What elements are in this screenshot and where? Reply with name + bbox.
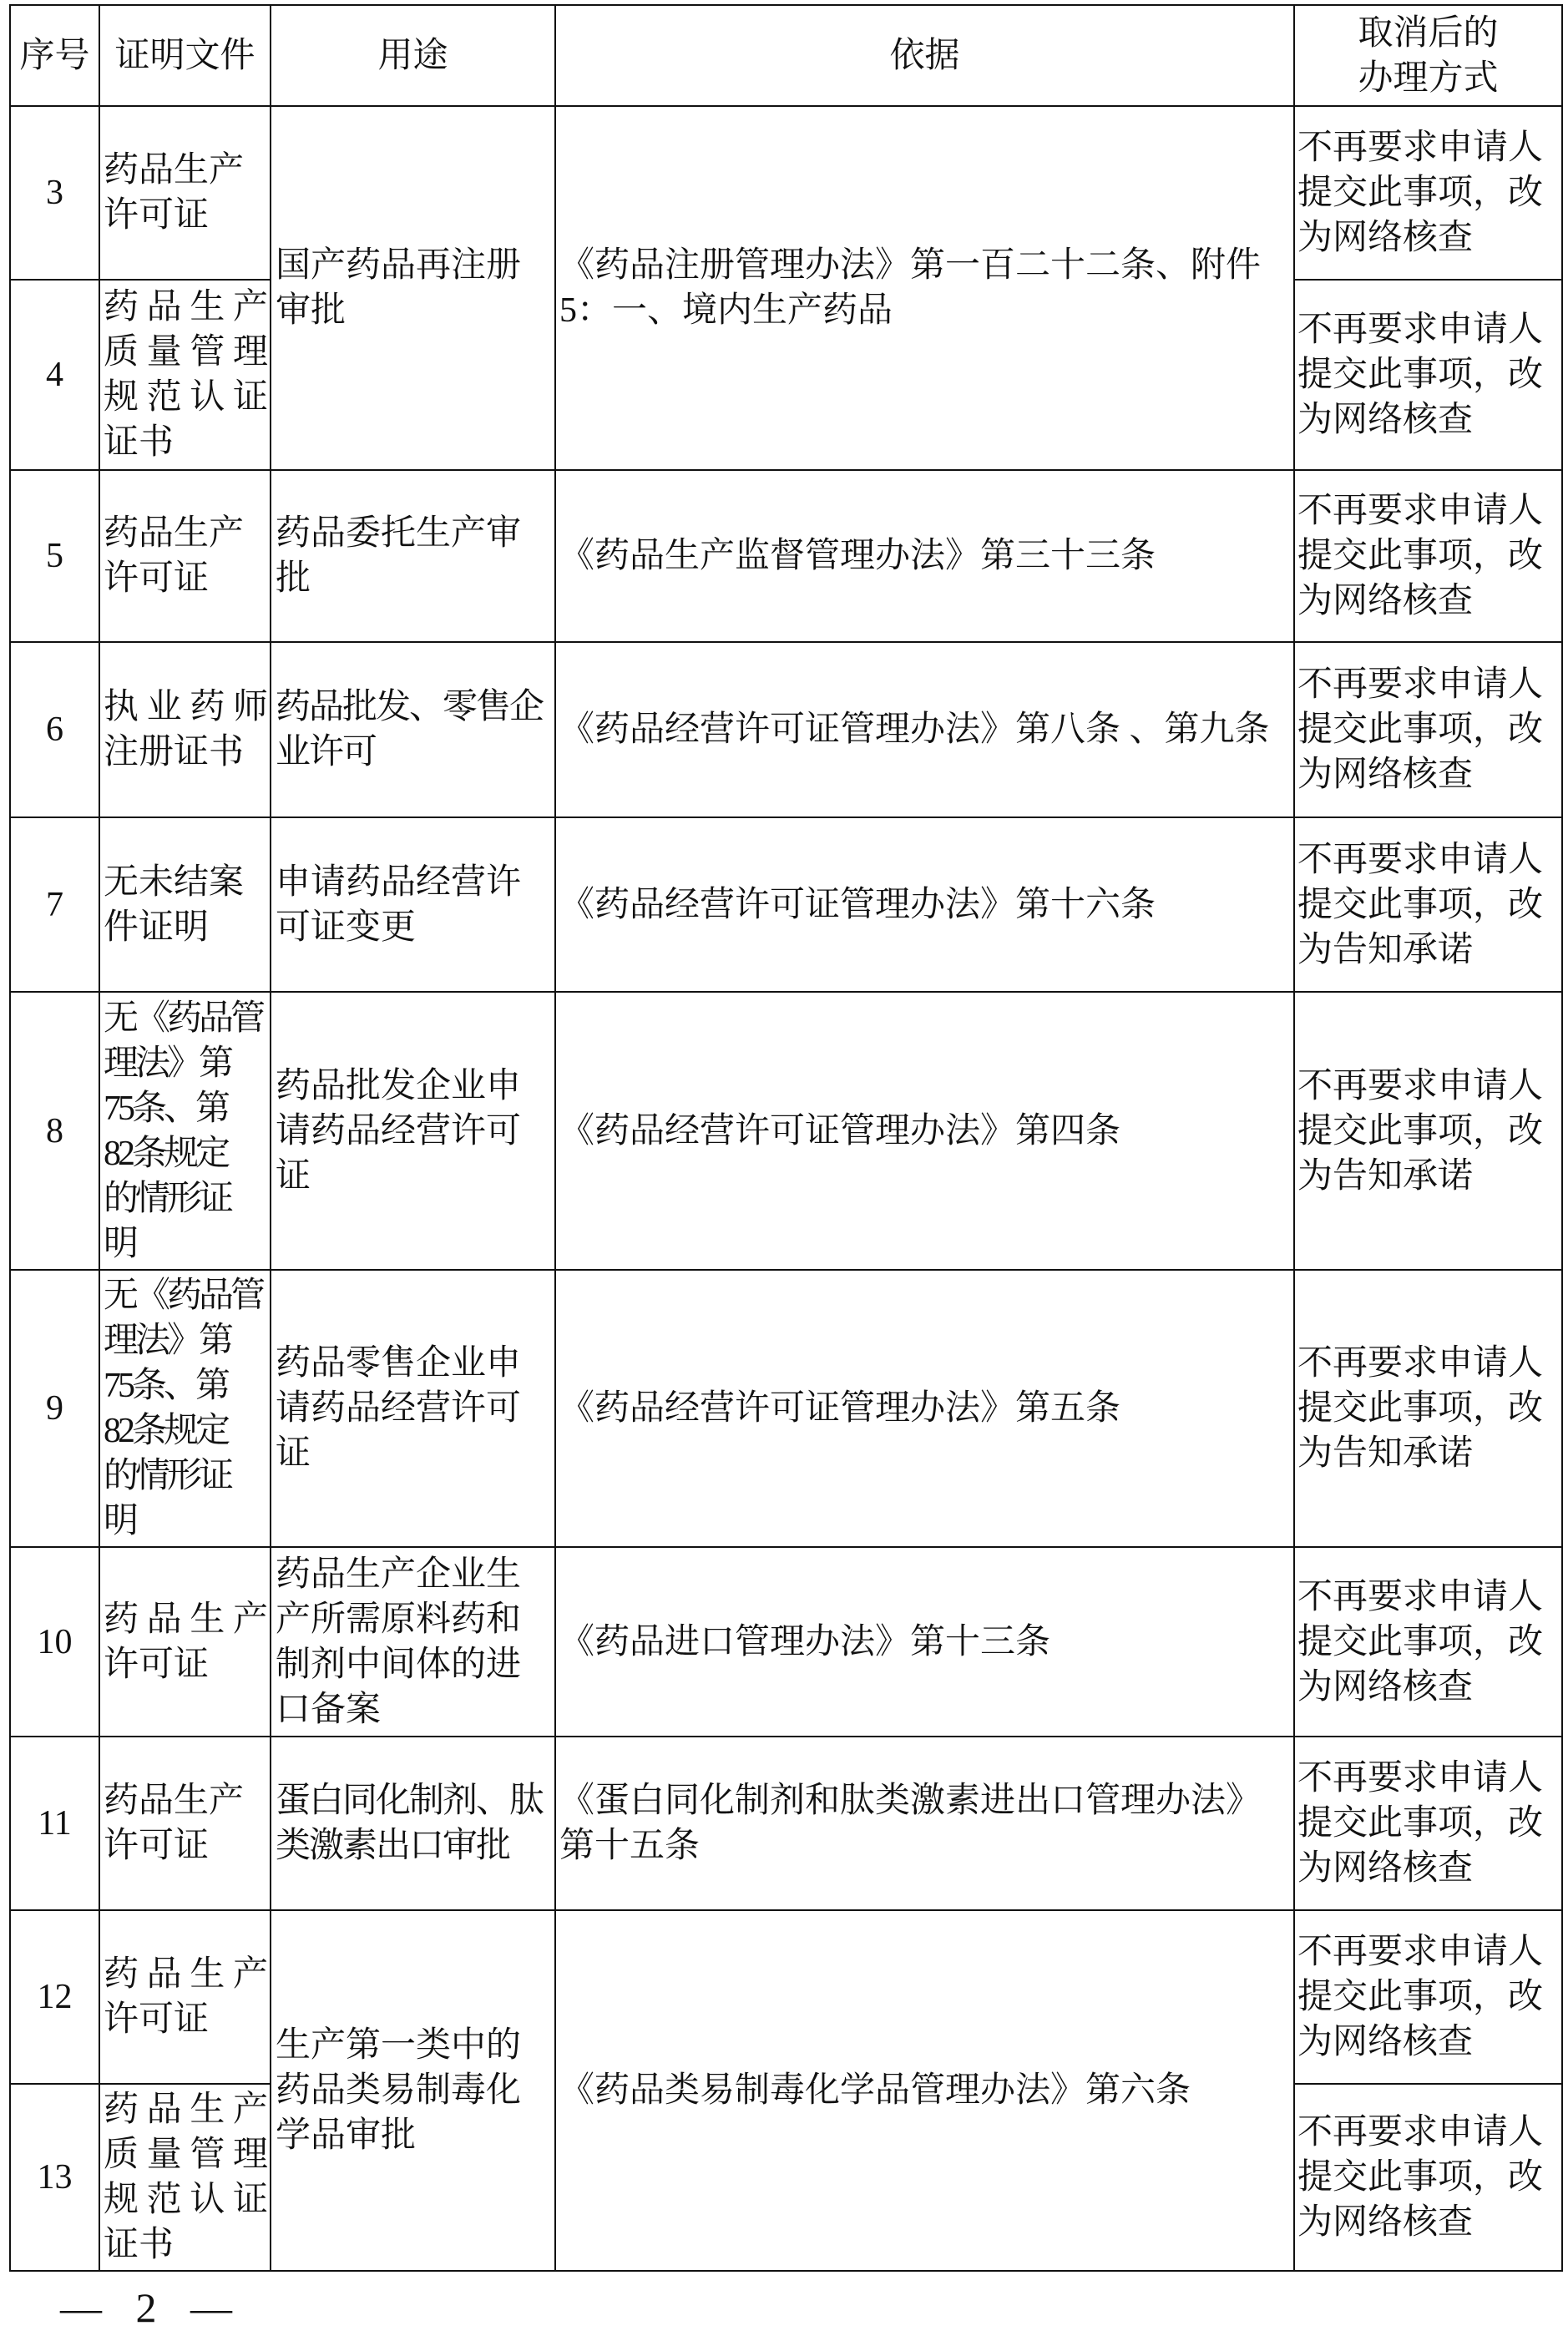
row-6-method: 不再要求申请人 提交此事项，改 为网络核查 — [1294, 642, 1562, 817]
row-11-method: 不再要求申请人 提交此事项，改 为网络核查 — [1294, 1737, 1562, 1910]
header-basis: 依据 — [555, 5, 1294, 106]
table-row — [10, 106, 1562, 280]
row-5-purpose: 药品委托生产审 批 — [271, 470, 555, 642]
header-method: 取消后的 办理方式 — [1294, 5, 1562, 106]
row-7-method: 不再要求申请人 提交此事项，改 为告知承诺 — [1294, 817, 1562, 992]
row-10-basis: 《药品进口管理办法》第十三条 — [555, 1547, 1294, 1737]
row-10-index: 10 — [10, 1547, 99, 1737]
row-8-certificate: 无《药品管 理法》第 75条、第 82条规定 的情形证 明 — [99, 992, 271, 1270]
row-5-certificate: 药品生产 许可证 — [99, 470, 271, 642]
row-6-certificate: 执业药师注册证书 — [99, 642, 271, 817]
row-3-purpose: 国产药品再注册 审批 — [271, 106, 555, 470]
row-13-index: 13 — [10, 2084, 99, 2271]
row-12-method: 不再要求申请人 提交此事项，改 为网络核查 — [1294, 1910, 1562, 2084]
table-row — [10, 817, 1562, 992]
row-7-purpose: 申请药品经营许 可证变更 — [271, 817, 555, 992]
table-row — [10, 1737, 1562, 1910]
row-12-certificate: 药品生产许可证 — [99, 1910, 271, 2084]
row-12-purpose: 生产第一类中的 药品类易制毒化 学品审批 — [271, 1910, 555, 2271]
table-row — [10, 1270, 1562, 1547]
row-4-certificate: 药品生产质量管理规范认证证书 — [99, 280, 271, 470]
table-row — [10, 470, 1562, 642]
certificate-table — [9, 4, 1563, 2272]
row-9-index: 9 — [10, 1270, 99, 1547]
row-12-index: 12 — [10, 1910, 99, 2084]
row-9-method: 不再要求申请人 提交此事项，改 为告知承诺 — [1294, 1270, 1562, 1547]
row-3-basis: 《药品注册管理办法》第一百二十二条、附件 5：一、境内生产药品 — [555, 106, 1294, 470]
page-number: — 2 — — [60, 2284, 232, 2331]
row-13-certificate: 药品生产质量管理规范认证证书 — [99, 2084, 271, 2271]
table-row — [10, 1910, 1562, 2084]
table-row — [10, 992, 1562, 1270]
row-11-basis: 《蛋白同化制剂和肽类激素进出口管理办法》 第十五条 — [555, 1737, 1294, 1910]
row-5-method: 不再要求申请人 提交此事项，改 为网络核查 — [1294, 470, 1562, 642]
row-11-index: 11 — [10, 1737, 99, 1910]
row-10-method: 不再要求申请人 提交此事项，改 为网络核查 — [1294, 1547, 1562, 1737]
table-header-row — [10, 5, 1562, 106]
row-11-purpose: 蛋白同化制剂、肽 类激素出口审批 — [271, 1737, 555, 1910]
row-8-index: 8 — [10, 992, 99, 1270]
row-9-certificate: 无《药品管 理法》第 75条、第 82条规定 的情形证 明 — [99, 1270, 271, 1547]
row-11-certificate: 药品生产 许可证 — [99, 1737, 271, 1910]
row-8-method: 不再要求申请人 提交此事项，改 为告知承诺 — [1294, 992, 1562, 1270]
header-index: 序号 — [10, 5, 99, 106]
row-12-basis: 《药品类易制毒化学品管理办法》第六条 — [555, 1910, 1294, 2271]
row-9-basis: 《药品经营许可证管理办法》第五条 — [555, 1270, 1294, 1547]
row-13-method: 不再要求申请人 提交此事项，改 为网络核查 — [1294, 2084, 1562, 2271]
header-certificate: 证明文件 — [99, 5, 271, 106]
row-3-index: 3 — [10, 106, 99, 280]
row-8-basis: 《药品经营许可证管理办法》第四条 — [555, 992, 1294, 1270]
row-6-purpose: 药品批发、零售企 业许可 — [271, 642, 555, 817]
row-9-purpose: 药品零售企业申 请药品经营许可 证 — [271, 1270, 555, 1547]
row-6-index: 6 — [10, 642, 99, 817]
row-7-basis: 《药品经营许可证管理办法》第十六条 — [555, 817, 1294, 992]
row-7-certificate: 无未结案 件证明 — [99, 817, 271, 992]
row-5-basis: 《药品生产监督管理办法》第三十三条 — [555, 470, 1294, 642]
row-8-purpose: 药品批发企业申 请药品经营许可 证 — [271, 992, 555, 1270]
row-6-basis: 《药品经营许可证管理办法》第八条 、第九条 — [555, 642, 1294, 817]
table-row — [10, 1547, 1562, 1737]
row-7-index: 7 — [10, 817, 99, 992]
row-3-method: 不再要求申请人 提交此事项，改 为网络核查 — [1294, 106, 1562, 280]
row-10-certificate: 药品生产许可证 — [99, 1547, 271, 1737]
header-purpose: 用途 — [271, 5, 555, 106]
row-4-index: 4 — [10, 280, 99, 470]
table-row — [10, 642, 1562, 817]
row-4-method: 不再要求申请人 提交此事项，改 为网络核查 — [1294, 280, 1562, 470]
row-10-purpose: 药品生产企业生 产所需原料药和 制剂中间体的进 口备案 — [271, 1547, 555, 1737]
row-5-index: 5 — [10, 470, 99, 642]
row-3-certificate: 药品生产 许可证 — [99, 106, 271, 280]
